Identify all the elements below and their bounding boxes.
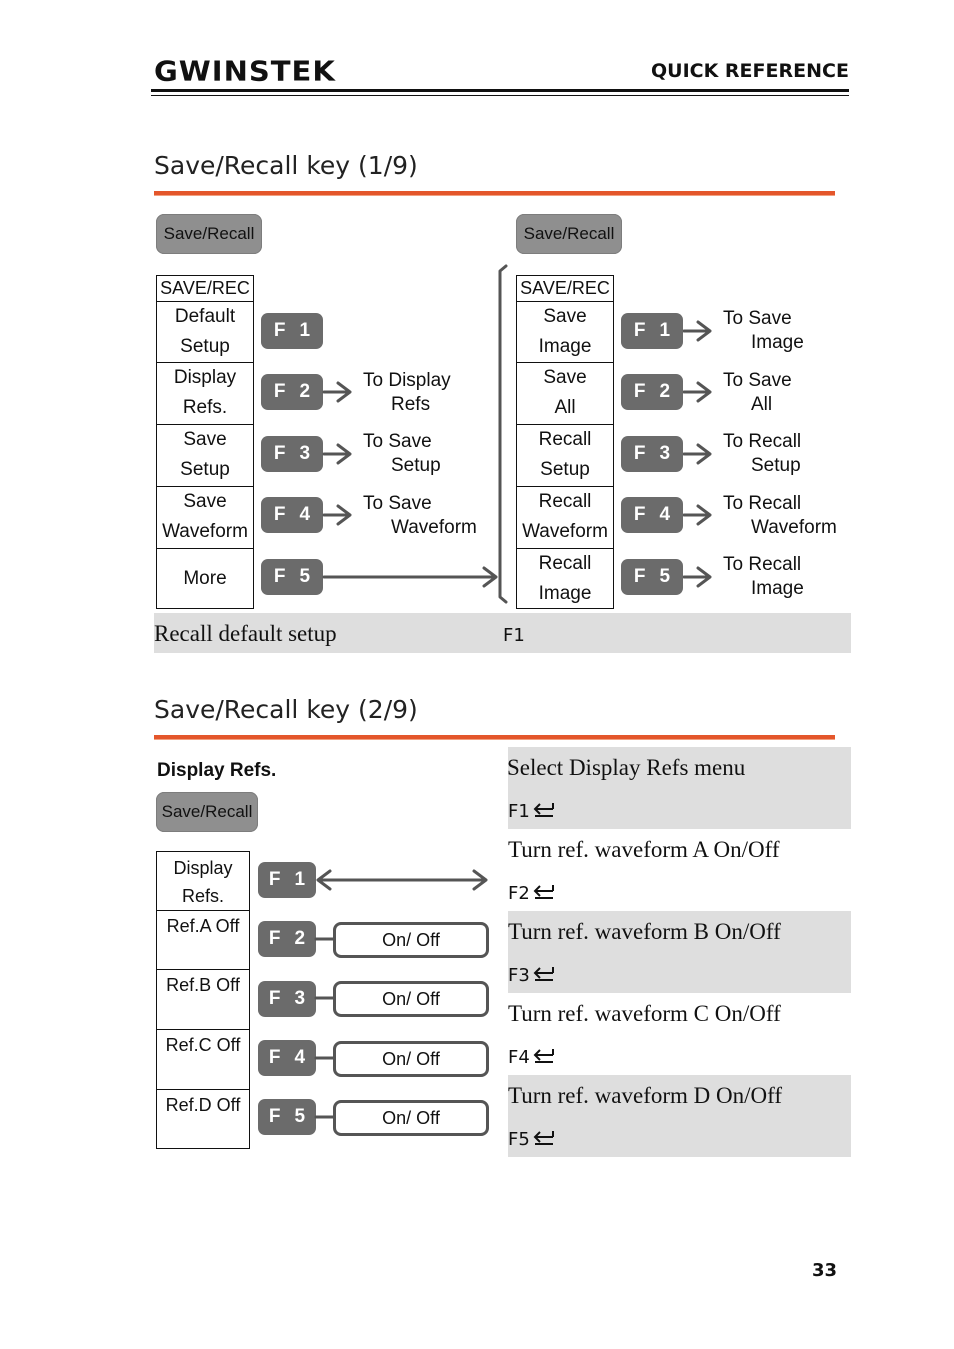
f2-desc [363,369,451,417]
menu-title: SAVE/REC [160,278,250,298]
desc-key [508,1047,556,1070]
desc-line: To Recall [723,493,802,514]
menu-item-line: All [554,397,576,418]
f-number: 2 [294,928,306,949]
f-number: 1 [659,320,671,341]
f-letter: F [633,320,646,341]
f3-desc [363,430,441,478]
desc-text: Select Display Refs menu [507,755,746,780]
menu-item-ref-d: Ref.D Off [157,1089,249,1148]
arrow-right-icon [684,445,710,463]
desc-line: Waveform [391,517,477,538]
desc-line: To Recall [723,431,802,452]
f1-button-right[interactable] [621,313,683,349]
menu-item-line: Save [183,491,227,512]
section-title-2: Save/Recall key (2/9) [154,695,418,724]
f4-button-right[interactable] [621,497,683,533]
menu-item-line: Waveform [522,521,608,542]
desc-line: To Save [723,308,792,329]
menu-item-recall-waveform [517,486,613,548]
desc-line: Waveform [751,517,837,538]
return-icon [532,965,556,988]
f-number: 4 [299,504,311,525]
desc-line: Setup [391,455,441,476]
desc-text: Turn ref. waveform C On/Off [508,1001,781,1026]
f-letter: F [633,381,646,402]
desc-key [508,883,556,906]
save-recall-key-3: Save/Recall [156,792,258,832]
f-letter: F [633,504,646,525]
menu-item-ref-c: Ref.C Off [157,1029,249,1089]
f-letter: F [268,988,281,1009]
f-number: 5 [294,1106,306,1127]
desc-key-label: F3 [508,965,530,986]
menu-item-save-image [517,301,613,362]
desc-key [508,801,556,824]
save-recall-key: Save/Recall [156,214,262,254]
arrow-right-icon [684,506,710,524]
menu-title-line: Refs. [181,886,224,906]
menu-item-line: Save [543,367,587,388]
right-f2-desc [723,369,792,417]
desc-line: Image [751,578,804,599]
f-number: 3 [659,443,671,464]
arrow-right-icon [684,322,710,340]
f-letter: F [273,504,286,525]
desc-line: All [751,394,773,415]
section1-arrows [0,0,954,660]
ref-b-onoff[interactable]: On/ Off [333,981,489,1017]
desc-line: To Save [363,493,432,514]
menu-title: SAVE/REC [520,278,610,298]
menu-item-save-all [517,362,613,424]
f-letter: F [273,320,286,341]
ref-a-onoff[interactable]: On/ Off [333,922,489,958]
desc-key [508,1129,556,1152]
menu-item-line: Display [173,367,237,388]
desc-line: To Save [363,431,432,452]
desc-key-label: F2 [508,883,530,904]
f-number: 5 [299,566,311,587]
desc-key-label: F5 [508,1129,530,1150]
right-f3-desc [723,430,801,478]
save-recall-key-2: Save/Recall [516,214,622,254]
right-f5-desc [723,553,804,601]
ref-c-onoff[interactable]: On/ Off [333,1041,489,1077]
f5-button-right[interactable] [621,559,683,595]
f-letter: F [268,928,281,949]
right-softmenu [516,275,614,609]
menu-item-line: Save [543,306,587,327]
desc-text: Turn ref. waveform B On/Off [508,919,781,944]
menu-item-line: Waveform [162,521,248,542]
f-number: 2 [299,381,311,402]
section-title: Save/Recall key (1/9) [154,151,418,180]
menu-item-line: Image [538,336,592,357]
recall-default-key: F1 [503,625,525,646]
desc-line: Image [751,332,804,353]
menu-item-line: Setup [540,459,590,480]
f4-desc [363,492,477,540]
menu-item-line: Default [174,306,236,327]
menu-item-ref-b: Ref.B Off [157,969,249,1029]
desc-text: Turn ref. waveform D On/Off [508,1083,783,1108]
desc-line: Setup [751,455,801,476]
f-letter: F [273,443,286,464]
f-number: 4 [294,1047,306,1068]
f-number: 3 [294,988,306,1009]
desc-key [508,965,556,988]
arrow-right-icon [324,383,350,401]
page-number: 33 [812,1260,838,1281]
arrow-right-icon [324,506,350,524]
brand-logo: GWINSTEK [154,54,336,88]
return-icon [532,883,556,906]
f-letter: F [633,566,646,587]
f-number: 4 [659,504,671,525]
f2-button-right[interactable] [621,374,683,410]
f-number: 1 [294,869,306,890]
f3-button-right[interactable] [621,436,683,472]
subsection-title: Display Refs. [157,760,277,781]
running-header: QUICK REFERENCE [651,60,849,82]
menu-item-line: Recall [538,429,592,450]
arrow-right-icon [324,445,350,463]
menu-title-line: Display [173,858,233,878]
return-icon [532,801,556,824]
f-letter: F [268,869,281,890]
desc-line: To Save [723,370,792,391]
menu-item-more: More [157,548,253,609]
f-letter: F [268,1047,281,1068]
menu-item-line: Image [538,583,592,604]
recall-default-label: Recall default setup [154,621,337,646]
arrow-right-icon [684,568,710,586]
f-letter: F [268,1106,281,1127]
desc-line: Refs [391,394,431,415]
bracket [500,266,506,602]
menu-item-line: Refs. [182,397,228,418]
f-letter: F [633,443,646,464]
section-rule-shadow-2 [154,739,835,740]
f-letter: F [273,381,286,402]
menu-item-line: Recall [538,491,592,512]
menu-item-line: Save [183,429,227,450]
menu-item-line: Setup [180,336,230,357]
return-icon [532,1129,556,1152]
right-f4-desc [723,492,837,540]
ref-d-onoff[interactable]: On/ Off [333,1100,489,1136]
menu-item-line: Setup [180,459,230,480]
right-f1-desc [723,307,804,355]
arrow-right-icon [324,568,496,586]
f-number: 3 [299,443,311,464]
desc-key-label: F4 [508,1047,530,1068]
desc-key-label: F1 [508,801,530,822]
f-number: 5 [659,566,671,587]
f-number: 1 [299,320,311,341]
desc-line: To Recall [723,554,802,575]
arrow-right-icon [684,383,710,401]
f-number: 2 [659,381,671,402]
menu-item-recall-setup [517,424,613,486]
menu-item-recall-image [517,548,613,609]
menu-item-line: Recall [538,553,592,574]
desc-line: To Display [363,370,451,391]
f-letter: F [273,566,286,587]
double-arrow-icon [318,871,486,889]
return-icon [532,1047,556,1070]
desc-text: Turn ref. waveform A On/Off [508,837,780,862]
menu-item-ref-a: Ref.A Off [157,910,249,969]
